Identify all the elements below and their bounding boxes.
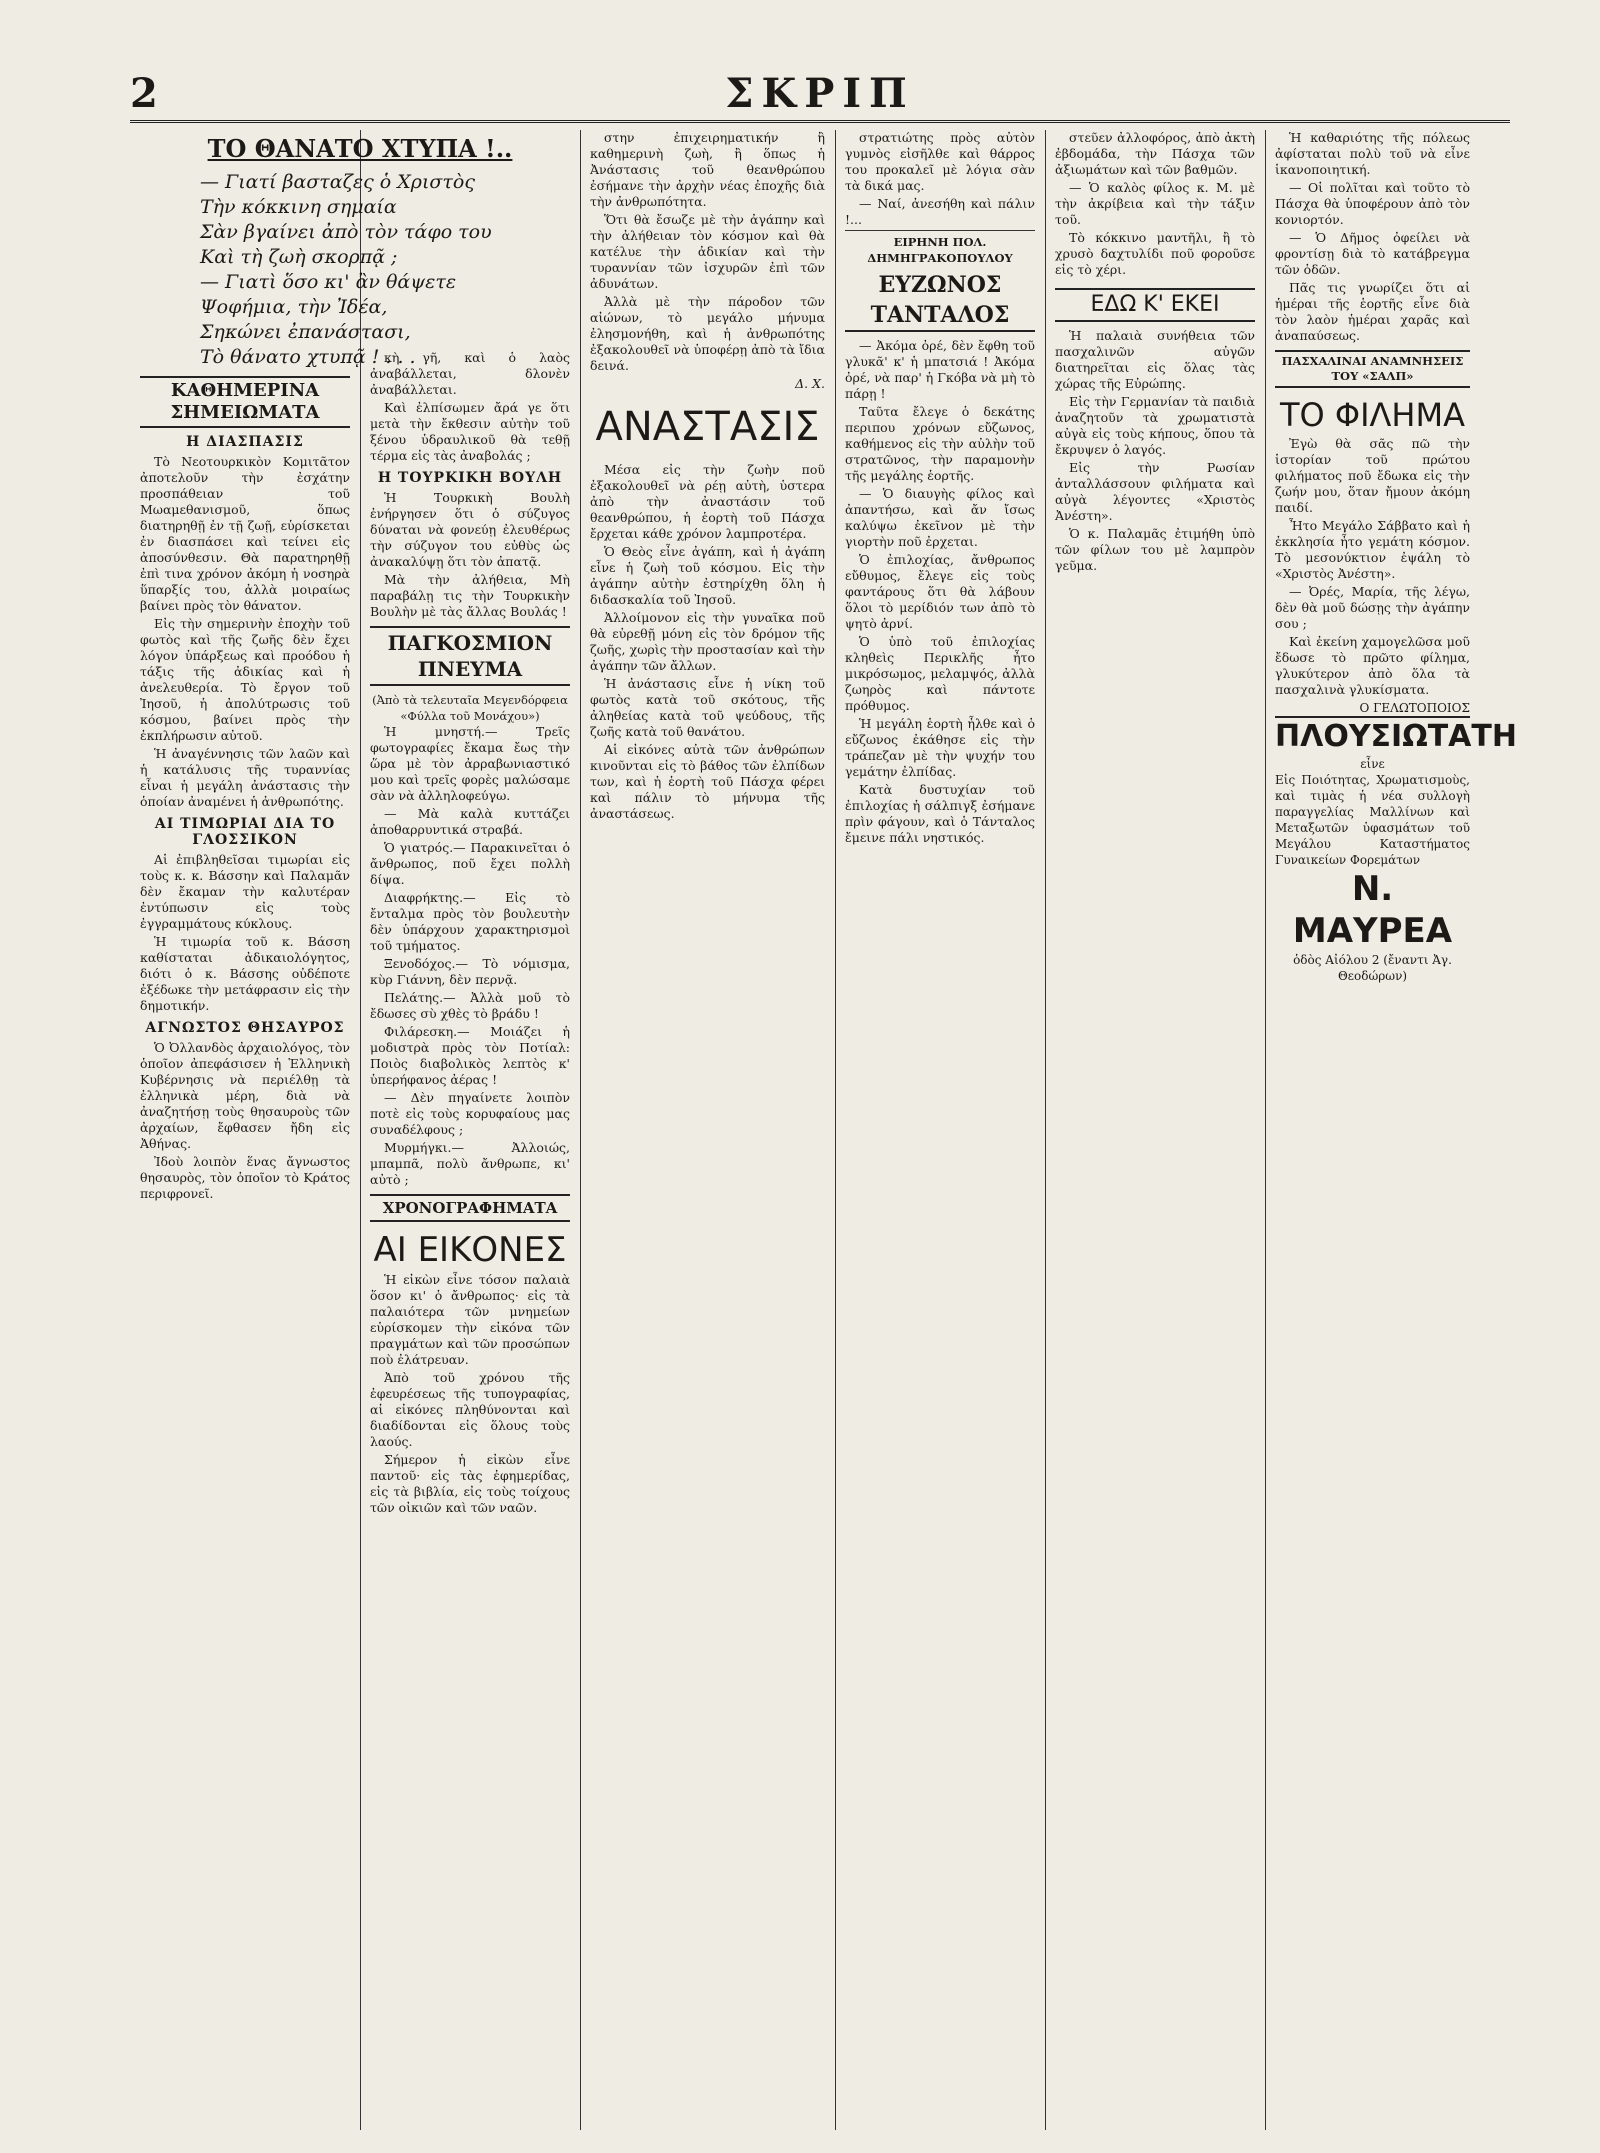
paragraph: Ἡ τιμωρία τοῦ κ. Βάσση καθίσταται ἀδικαιολόγητος, διότι ὁ κ. Βάσσης οὐδέποτε ἐξέδωκε τὴν μετάφρασιν εἰς τὴν δημοτικήν. — [140, 934, 350, 1013]
paragraph: — Δὲν πηγαίνετε λοιπὸν ποτὲ εἰς τοὺς κορυφαίους μας συναδέλφους ; — [370, 1090, 570, 1137]
paragraph: στεῦεν ἀλλοφόρος, ἀπὸ ἀκτὴ ἐβδομάδα, τὴν Πάσχα τῶν ἀξιωμάτων καὶ τῶν βαθμῶν. — [1055, 130, 1255, 177]
paragraph: Ἡ μνηστή.— Τρεῖς φωτογραφίες ἔκαμα ἔως τὴν ὥρα μὲ τὸν ἀρραβωνιαστικό μου καὶ τρεῖς φορὲς μαλώσαμε σὰν νὰ ἀλληλοφεύγω. — [370, 724, 570, 803]
masthead — [130, 70, 1510, 123]
paragraph: Μέσα εἰς τὴν ζωὴν ποῦ ἐξακολουθεῖ νὰ ρέῃ αὐτὴ, ὑστερα ἀπὸ τὴν ἀναστάσιν τοῦ θεανθρώπου, ἡ ἑορτὴ τοῦ Πάσχα ἔρχεται κάθε χρόνον λαμπροτέρα. — [590, 462, 825, 541]
paragraph: Ἀλλὰ μὲ τὴν πάροδον τῶν αἰώνων, τὸ μεγάλο μήνυμα ἐλησμονήθη, καὶ ἡ ἀνθρωπότης ἐξακολουθεῖ νὰ ὑποφέρῃ ἀπὸ τὰ ἴδια δεινά. — [590, 294, 825, 373]
column-rule — [835, 130, 836, 2130]
paragraph: Ὁ Θεὸς εἶνε ἀγάπη, καὶ ἡ ἀγάπη εἶνε ἡ ζωὴ τοῦ κόσμου. Εἰς τὴν ἀγάπην αὐτὴν ἐστηρίχθη ὅλη ἡ διδασκαλία τοῦ Ἰησοῦ. — [590, 544, 825, 607]
paragraph: στρατιώτης πρὸς αὐτὸν γυμνὸς εἰσῆλθε καὶ θάρρος του προκαλεῖ μὲ λόγια σὰν τὰ δικά μας. — [845, 130, 1035, 193]
paragraph: Τὸ κόκκινο μαντῆλι, ἢ τὸ χρυσὸ δαχτυλίδι ποῦ φοροῦσε εἰς τὸ χέρι. — [1055, 230, 1255, 277]
article-title: ΑΓΝΩΣΤΟΣ ΘΗΣΑΥΡΟΣ — [145, 1020, 345, 1036]
paragraph: Εἰς τὴν Γερμανίαν τὰ παιδιὰ ἀναζητοῦν τὰ χρωματιστὰ αὐγὰ εἰς τοὺς κήπους, ὅπου τὰ ἔκρυψεν ὁ λαγός. — [1055, 394, 1255, 457]
paper-name: ΣΚΡΙΠ — [725, 70, 915, 117]
poem-line: — Γιατὶ ὅσο κι' ἂν θάψετε — [200, 271, 457, 293]
headline-edo-k-ekei: ΕΔΩ Κ' ΕΚΕΙ — [1055, 288, 1255, 322]
column-rule — [1265, 130, 1266, 2130]
ad-address: ὁδὸς Αἰόλου 2 (ἔναντι Ἀγ. Θεοδώρων) — [1293, 953, 1452, 983]
poem — [200, 170, 580, 370]
paragraph: Σήμερον ἡ εἰκὼν εἶνε παντοῦ· εἰς τὰς ἐφημερίδας, εἰς τὰ βιβλία, εἰς τοὺς τοίχους τῶν οἰκιῶν καὶ τῶν ναῶν. — [370, 1452, 570, 1515]
paragraph: Πελάτης.— Ἀλλὰ μοῦ τὸ ἔδωσες σὺ χθὲς τὸ βράδυ ! — [370, 990, 570, 1021]
poem-line: Σὰν βγαίνει ἀπὸ τὸν τάφο του — [200, 221, 492, 243]
paragraph: Ἡ Τουρκικὴ Βουλὴ ἐνήργησεν ὅτι ὁ σύζυγος δύναται νὰ φονεύῃ ἐλευθέρως τὴν σύζυγον του εὐθὺς ὡς ἀνακαλύψῃ ὅτι τὸν ἀπατᾷ. — [370, 490, 570, 569]
article-title: ΑΙ ΤΙΜΩΡΙΑΙ ΔΙΑ ΤΟ ΓΛΟΣΣΙΚΟΝ — [154, 816, 336, 848]
section-title-kathimerina: ΚΑΘΗΜΕΡΙΝΑ ΣΗΜΕΙΩΜΑΤΑ — [140, 376, 350, 428]
paragraph: — Ὀρές, Μαρία, τῆς λέγω, δὲν θὰ μοῦ δώσῃς τὴν ἀγάπην σου ; — [1275, 584, 1470, 631]
article-title: Η ΤΟΥΡΚΙΚΗ ΒΟΥΛΗ — [377, 470, 563, 486]
byline: Δ. Χ. — [795, 376, 825, 391]
poem-line: Καὶ τὴ ζωὴ σκορπᾷ ; — [200, 246, 398, 268]
column-2 — [370, 350, 570, 2130]
paragraph: Ἡ ἀνάστασις εἶνε ἡ νίκη τοῦ φωτὸς κατὰ τοῦ σκότους, τῆς ἀληθείας κατὰ τοῦ ψεύδους, τῆς ζωῆς κατὰ τοῦ θανάτου. — [590, 676, 825, 739]
paragraph: Εἰς τὴν σημερινὴν ἐποχὴν τοῦ φωτὸς καὶ τῆς ζωῆς δὲν ἔχει λόγον ὑπάρξεως καὶ προόδου ἡ τάξις τῆς ἀδικίας καὶ ἡ ἀνελευθερία. Τὸ ἔργον τοῦ Ἰησοῦ, ἡ ἀπολύτρωσις τοῦ κόσμου, βαίνει πρὸς τὴν ἐκπλήρωσιν αὐτοῦ. — [140, 616, 350, 743]
ad-pretitle: Ο ΓΕΛΩΤΟΠΟΙΟΣ — [1359, 701, 1470, 715]
paragraph: Ὁ γιατρός.— Παρακινεῖται ὁ ἄνθρωπος, ποῦ ἔχει πολλὴ δίψα. — [370, 840, 570, 887]
column-6 — [1275, 130, 1517, 2130]
article-subtitle: (Ἀπὸ τὰ τελευταῖα Μεγενδόρφεια «Φύλλα τοῦ Μονάχου») — [372, 693, 568, 723]
article-title-chronografimata: ΧΡΟΝΟΓΡΑΦΗΜΑΤΑ — [370, 1194, 570, 1222]
column-rule — [580, 130, 581, 2130]
paragraph: Ὁ ὑπὸ τοῦ ἐπιλοχίας κληθεὶς Περικλῆς ἦτο μικρόσωμος, μελαμψός, ἀλλὰ ζωηρὸς καὶ πάντοτε πρόθυμος. — [845, 634, 1035, 713]
byline: ΕΙΡΗΝΗ ΠΟΛ. ΔΗΜΗΓΡΑΚΟΠΟΥΛΟΥ — [845, 230, 1035, 266]
paragraph: Ἡ παλαιὰ συνήθεια τῶν πασχαλινῶν αὐγῶν διατηρεῖται εἰς ὅλας τὰς χώρας τῆς Εὐρώπης. — [1055, 328, 1255, 391]
paragraph: Ἡ εἰκὼν εἶνε τόσον παλαιὰ ὅσον κι' ὁ ἄνθρωπος· εἰς τὰ παλαιότερα τῶν μνημείων εὑρίσκομεν τὴν εἰκόνα τῶν πραγμάτων καὶ τῶν προσώπων ποὺ ἐλάτρευαν. — [370, 1272, 570, 1367]
paragraph: Ἡ ἀναγέννησις τῶν λαῶν καὶ ἡ κατάλυσις τῆς τυραννίας εἶναι ἡ μεγάλη ἀνάστασις τὴν ὁποίαν ἀναμένει ἡ ἀνθρωπότης. — [140, 746, 350, 809]
paragraph: Ἐγὼ θὰ σᾶς πῶ τὴν ἱστορίαν τοῦ πρώτου φιλήματος ποῦ ἔδωκα εἰς τὴν ζωήν μου, ὅταν ἤμουν ἀκόμη παιδί. — [1275, 436, 1470, 515]
paragraph: Ἀπὸ τοῦ χρόνου τῆς ἐφευρέσεως τῆς τυπογραφίας, αἱ εἰκόνες πληθύνονται καὶ διαδίδονται εἰς ὅλους τοὺς λαούς. — [370, 1370, 570, 1449]
paragraph: Ἡ καθαριότης τῆς πόλεως ἀφίσταται πολὺ τοῦ νὰ εἶνε ἱκανοποιητική. — [1275, 130, 1470, 177]
paragraph: Ὁ κ. Παλαμᾶς ἐτιμήθη ὑπὸ τῶν φίλων του μὲ λαμπρὸν γεῦμα. — [1055, 526, 1255, 573]
paragraph: — Ἀκόμα ὀρέ, δὲν ἔφθη τοῦ γλυκᾶ' κ' ἡ μπατσιά ! Ἀκόμα ὀρέ, νὰ παρ' ἡ Γκόβα νὰ μὴ τὸ πάρῃ ! — [845, 338, 1035, 401]
ad-text: Εἰς Ποιότητας, Χρωματισμοὺς, καὶ τιμὰς ἡ νέα συλλογὴ παραγγελίας Μαλλίνων καὶ Μεταξωτῶν ὑφασμάτων τοῦ Μεγάλου Καταστήματος Γυναικείων Φορεμάτων — [1275, 773, 1470, 867]
paragraph: — Ὁ καλὸς φίλος κ. Μ. μὲ τὴν ἀκρίβεια καὶ τὴν τάξιν τοῦ. — [1055, 180, 1255, 227]
paragraph: Κατὰ δυστυχίαν τοῦ ἐπιλοχίας ἡ σάλπιγξ ἐσήμανε πρὶν φάγουν, καὶ ὁ Τάνταλος ἔμεινε πάλι νηστικός. — [845, 782, 1035, 845]
poem-line: — Γιατί βασταζες ὁ Χριστὸς — [200, 171, 475, 193]
headline-ai-eikones: ΑΙ ΕΙΚΟΝΕΣ — [373, 1230, 567, 1270]
paragraph: κὴ γῆ, καὶ ὁ λαὸς ἀναβάλλεται, δλονὲν ἀναβάλλεται. — [370, 350, 570, 397]
headline-to-thanato: ΤΟ ΘΑΝΑΤΟ ΧΤΥΠΑ !.. — [207, 134, 513, 163]
paragraph: Ξενοδόχος.— Τὸ νόμισμα, κὺρ Γιάννη, δὲν περνᾷ. — [370, 956, 570, 987]
paragraph: Ταῦτα ἔλεγε ὁ δεκάτης περιπου χρόνων εὔζωνος, καθήμενος εἰς τὴν αὐλὴν τοῦ στρατῶνος, τὴν παραμονὴν τῆς μεγάλης ἑορτῆς. — [845, 404, 1035, 483]
paragraph: Εἰς τὴν Ρωσίαν ἀνταλλάσσουν φιλήματα καὶ αὐγὰ λέγοντες «Χριστὸς Ἀνέστη». — [1055, 460, 1255, 523]
paragraph: — Μὰ καλὰ κυττάζει ἀποθαρρυντικά στραβά. — [370, 806, 570, 837]
poem-line: Τὴν κόκκινη σημαία — [200, 196, 397, 218]
paragraph: Μυρμήγκι.— Ἀλλοιώς, μπαμπᾶ, πολὺ ἄνθρωπε, κι' αὐτὸ ; — [370, 1140, 570, 1187]
paragraph: Καὶ ἐλπίσωμεν ἄρά γε ὅτι μετὰ τὴν ἔκθεσιν αὐτὴν τοῦ ξένου ὑδραυλικοῦ θὰ τεθῇ τέρμα εἰς τὰς ἀναβολάς ; — [370, 400, 570, 463]
paragraph: — Ὁ Δῆμος ὀφείλει νὰ φροντίσῃ διὰ τὸ κατάβρεγμα τῶν ὁδῶν. — [1275, 230, 1470, 277]
headline-evzonos-tantalos: ΕΥΖΩΝΟΣ ΤΑΝΤΑΛΟΣ — [845, 270, 1035, 332]
paragraph: στην ἐπιχειρηματικήν ἢ καθημερινὴ ζωὴ, ἢ ὅπως ἡ Ἀνάστασις τοῦ θεανθρώπου ἐσήμανε τὴν ἀρχὴν νέας ἐποχῆς διὰ τὴν ἀνθρωπότητα. — [590, 130, 825, 209]
paragraph: Ὁ ἐπιλοχίας, ἄνθρωπος εὔθυμος, ἔλεγε εἰς τοὺς φαντάρους ὅτι θὰ λάβουν ὅλοι τὸ μερίδιόν των ἀπὸ τὸ ψητὸ ἀρνί. — [845, 552, 1035, 631]
paragraph: Διαφρήκτης.— Εἰς τὸ ἔνταλμα πρὸς τὸν βουλευτὴν δὲν ὑπάρχουν χαρακτηρισμοὶ τοῦ τμήματος. — [370, 890, 570, 953]
poem-line: Τὸ θάνατο χτυπᾷ ! . . . — [200, 346, 416, 368]
paragraph: — Ναί, ἀνεσήθη καὶ πάλιν !... — [845, 196, 1035, 227]
paragraph: Φιλάρεσκη.— Μοιάζει ἡ μοδιστρὰ πρὸς τὸν Ποτίαλ: Ποιὸς διαβολικὸς λεπτὸς κ' ὑπερήφανος ἀέρας ! — [370, 1024, 570, 1087]
column-5 — [1055, 130, 1255, 2130]
article-title-pnevma: ΠΑΓΚΟΣΜΙΟΝ ΠΝΕΥΜΑ — [370, 626, 570, 686]
paragraph: Πᾶς τις γνωρίζει ὅτι αἱ ἡμέραι τῆς ἑορτῆς εἶνε διὰ τὸν λαὸν ἡμέραι χαρᾶς καὶ ἀναπαύσεως. — [1275, 280, 1470, 343]
page-number: 2 — [130, 70, 158, 117]
paragraph: Ἡ μεγάλη ἑορτὴ ἦλθε καὶ ὁ εὔζωνος ἐκάθησε εἰς τὴν τράπεζαν μὲ τὴν ψυχήν του γεμάτην ἐλπίδας. — [845, 716, 1035, 779]
paragraph: Αἱ ἐπιβληθεῖσαι τιμωρίαι εἰς τοὺς κ. κ. Βάσσην καὶ Παλαμᾶν δὲν ἔκαμαν τὴν καλυτέραν ἐντύπωσιν εἰς τοὺς ἐγγραμμάτους κύκλους. — [140, 852, 350, 931]
paragraph: — Οἱ πολῖται καὶ τοῦτο τὸ Πάσχα θὰ ὑποφέρουν ἀπὸ τὸν κονιορτόν. — [1275, 180, 1470, 227]
column-rule — [1045, 130, 1046, 2130]
paragraph: Τὸ Νεοτουρκικὸν Κομιτᾶτον ἀποτελοῦν τὴν ἐσχάτην προσπάθειαν τοῦ Μωαμεθανισμοῦ, ὅπως διατηρηθῇ ἐν τῇ ζωῇ, εὑρίσκεται ἐν διασπάσει καὶ τείνει εἰς ἀποσύνθεσιν. Θὰ παρατηρηθῇ ἐπὶ τινα χρόνον ἀκόμη ἡ νοσηρὰ ὕπαρξίς του, ἀλλὰ μοιραίως βαίνει πρὸς τὸν θάνατον. — [140, 454, 350, 613]
paragraph: Ἰδοὺ λοιπὸν ἕνας ἄγνωστος θησαυρὸς, τὸν ὁποῖον τὸ Κράτος περιφρονεῖ. — [140, 1154, 350, 1201]
headline-anastasis: ΑΝΑΣΤΑΣΙΣ — [595, 404, 820, 450]
column-rule — [360, 130, 361, 2130]
paragraph: Καὶ ἐκείνη χαμογελῶσα μοῦ ἔδωσε τὸ πρῶτο φίλημα, γλυκύτερον ἀπὸ ὅλα τὰ πασχαλινὰ γλυκίσματα. — [1275, 634, 1470, 697]
paragraph: — Ὁ διαυγὴς φίλος καὶ ἀπαντήσω, καὶ ἄν ἴσως καλύψω ἐκεῖνον μὲ τὴν γιορτὴν ποῦ ἐρχεται. — [845, 486, 1035, 549]
column-4 — [845, 130, 1035, 2130]
paragraph: Αἱ εἰκόνες αὐτὰ τῶν ἀνθρώπων κινοῦνται εἰς τὸ βάθος τῶν ἐλπίδων των, καὶ ἡ ἑορτὴ τοῦ Πάσχα φέρει καὶ πάλιν τὸ μήνυμα τῆς ἀναστάσεως. — [590, 742, 825, 821]
paragraph: Ἀλλοίμονον εἰς τὴν γυναῖκα ποῦ θὰ εὑρεθῇ μόνη εἰς τὸν δρόμον τῆς ζωῆς, χωρὶς τὴν προστασίαν καὶ τὴν ἀγάπην τῶν ἄλλων. — [590, 610, 825, 673]
poem-line: Ψοφήμια, τὴν Ἰδέα, — [200, 296, 388, 318]
article-title-anamniseis: ΠΑΣΧΑΛΙΝΑΙ ΑΝΑΜΝΗΣΕΙΣ ΤΟΥ «ΣΑΛΠ» — [1275, 350, 1470, 388]
article-title: Η ΔΙΑΣΠΑΣΙΣ — [186, 434, 304, 450]
ad-title: ΠΛΟΥΣΙΩΤΑΤΗ — [1275, 716, 1470, 756]
headline-to-filima: ΤΟ ΦΙΛΗΜΑ — [1280, 396, 1465, 434]
ad-subtitle: εἶνε — [1360, 757, 1385, 771]
poem-line: Σηκώνει ἐπανάστασι, — [200, 321, 411, 343]
ad-name: Ν. ΜΑΥΡΕΑ — [1292, 869, 1453, 951]
paragraph: Μὰ τὴν ἀλήθεια, Μὴ παραβάλῃ τις τὴν Τουρκικὴν Βουλὴν μὲ τὰς ἄλλας Βουλάς ! — [370, 572, 570, 619]
paragraph: Ὅτι θὰ ἔσωζε μὲ τὴν ἀγάπην καὶ τὴν ἀλήθειαν τὸν κόσμον καὶ θὰ κατέλυε τὴν ἀδικίαν καὶ τὴν τυραννίαν τῶν ἰσχυρῶν ἐπὶ τῶν ἀδυνάτων. — [590, 212, 825, 291]
paragraph: Ἦτο Μεγάλο Σάββατο καὶ ἡ ἐκκλησία ἦτο γεμάτη κόσμον. Τὸ μεσονύκτιον ἐψάλη τὸ «Χριστὸς Ἀνέστη». — [1275, 518, 1470, 581]
column-3 — [590, 130, 825, 2130]
paragraph: Ὁ Ὀλλανδὸς ἀρχαιολόγος, τὸν ὁποῖον ἀπεφάσισεν ἡ Ἑλληνικὴ Κυβέρνησις νὰ περιέλθῃ τὰ ἐλληνικὰ μέρη, διὰ νὰ ἀναζητήσῃ τοὺς θησαυροὺς τῶν ἀρχαίων, ἔφθασεν ἤδη εἰς Ἀθήνας. — [140, 1040, 350, 1151]
advertisement — [1275, 700, 1517, 984]
